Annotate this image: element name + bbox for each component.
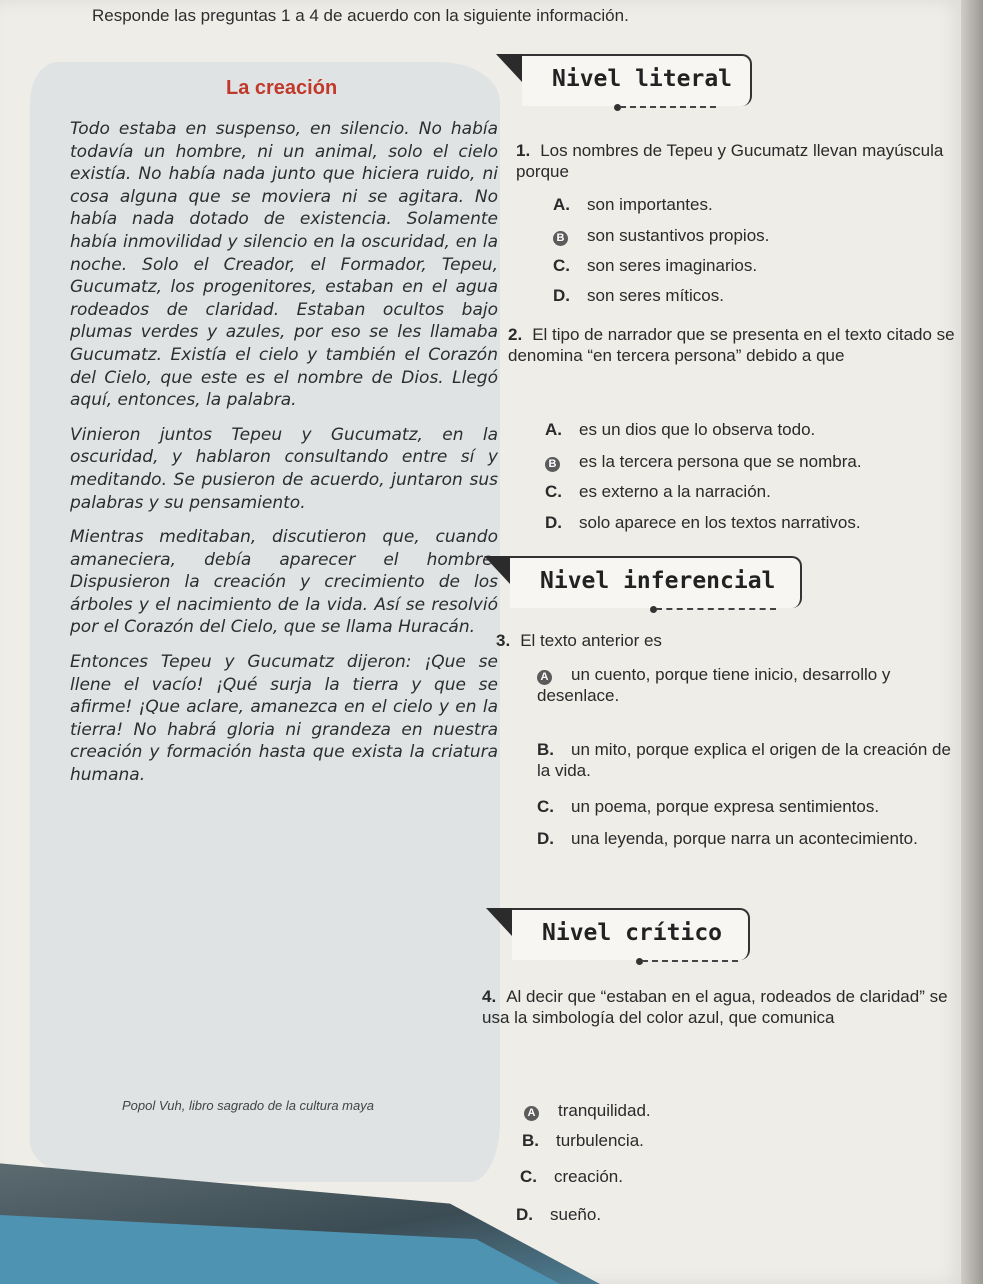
story-source: Popol Vuh, libro sagrado de la cultura maya <box>122 1098 374 1113</box>
option-1d[interactable] <box>553 285 724 306</box>
option-letter: C. <box>537 797 554 816</box>
question-number: 3. <box>496 631 511 650</box>
option-1b[interactable] <box>553 225 769 246</box>
option-text: es un dios que lo observa todo. <box>579 420 816 439</box>
story-paragraph: Entonces Tepeu y Gucumatz dijeron: ¡Que se llene el vacío! ¡Qué surja la tierra y que se afirme! ¡Que aclare, amanezca en el cielo y en la tierra! No habrá gloria ni grandeza en nuestra creación y formación hasta que exista la criatura humana. <box>70 652 498 786</box>
question-1 <box>516 140 956 182</box>
question-text: El tipo de narrador que se presenta en el texto citado se denomina “en tercera persona” debido a que <box>508 325 955 365</box>
option-text: creación. <box>554 1167 623 1186</box>
marked-answer-icon: A <box>524 1106 539 1121</box>
option-3b[interactable] <box>537 739 962 781</box>
option-2c[interactable] <box>545 481 771 502</box>
option-letter: D. <box>545 513 562 532</box>
option-text: son importantes. <box>587 195 713 214</box>
option-text: un cuento, porque tiene inicio, desarrollo y desenlace. <box>537 665 891 705</box>
option-3c[interactable] <box>537 796 962 817</box>
option-text: son seres imaginarios. <box>587 256 758 275</box>
question-text: El texto anterior es <box>520 631 662 650</box>
marked-answer-icon: A <box>537 670 552 685</box>
marked-answer-icon: B <box>553 231 568 246</box>
divider-dashed-line <box>656 608 776 610</box>
option-letter: D. <box>537 829 554 848</box>
option-text: una leyenda, porque narra un acontecimiento. <box>571 829 918 848</box>
story-title: La creación <box>226 77 338 99</box>
option-2d[interactable] <box>545 512 861 533</box>
option-3a[interactable] <box>537 664 962 706</box>
option-4a[interactable] <box>524 1100 651 1121</box>
question-3 <box>496 630 936 651</box>
level-header-critico <box>512 908 750 960</box>
option-text: solo aparece en los textos narrativos. <box>579 513 861 532</box>
option-4c[interactable] <box>520 1166 623 1187</box>
option-4d[interactable] <box>516 1204 601 1225</box>
option-text: son seres míticos. <box>587 286 724 305</box>
option-letter: B. <box>522 1131 539 1150</box>
question-number: 4. <box>482 987 497 1006</box>
option-letter: C. <box>553 256 570 275</box>
option-text: un mito, porque explica el origen de la creación de la vida. <box>537 740 951 780</box>
story-paragraph: Mientras meditaban, discutieron que, cuando amaneciera, debía aparecer el hombre. Dispusieron la creación y crecimiento de los árboles y el nacimiento de la vida. Así se resolvió por el Corazón del Cielo, que se llama Huracán. <box>70 527 498 638</box>
option-letter: D. <box>553 286 570 305</box>
corner-tab-icon <box>496 54 522 82</box>
option-letter: B. <box>537 740 554 759</box>
divider-dashed-line <box>642 960 738 962</box>
option-letter: D. <box>516 1205 533 1224</box>
corner-tab-icon <box>484 556 510 584</box>
option-text: son sustantivos propios. <box>587 226 770 245</box>
option-text: tranquilidad. <box>558 1101 651 1120</box>
option-text: es externo a la narración. <box>579 482 771 501</box>
question-number: 2. <box>508 325 523 344</box>
option-text: turbulencia. <box>556 1131 644 1150</box>
story-paragraph: Vinieron juntos Tepeu y Gucumatz, en la oscuridad, y hablaron consultando entre sí y meditando. Se pusieron de acuerdo, juntaron sus palabras y su pensamiento. <box>70 424 498 513</box>
level-header-literal <box>522 54 752 106</box>
option-4b[interactable] <box>522 1130 644 1151</box>
story-paragraph: Todo estaba en suspenso, en silencio. No había todavía un hombre, ni un animal, solo el cielo existía. No había nada junto que hiciera ruido, ni cosa alguna que se moviera ni se agitara. No había nada dotado de existencia. Solamente había inmovilidad y silencio en la oscuridad, en la noche. Solo el Creador, el Formador, Tepeu, Gucumatz, los progenitores, estaban en el agua rodeados de claridad. Estaban ocultos bajo plumas verdes y azules, por eso se les llamaba Gucumatz. Existía el cielo y también el Corazón del Cielo, que este es el nombre de Dios. Llegó aquí, entonces, la palabra. <box>70 119 498 411</box>
option-text: sueño. <box>550 1205 602 1224</box>
option-1c[interactable] <box>553 255 757 276</box>
question-2 <box>508 324 958 366</box>
option-text: un poema, porque expresa sentimientos. <box>571 797 880 816</box>
option-letter: A. <box>545 420 562 439</box>
level-label: Nivel inferencial <box>540 568 776 594</box>
question-text: Al decir que “estaban en el agua, rodeados de claridad” se usa la simbología del color azul, que comunica <box>482 987 948 1027</box>
question-text: Los nombres de Tepeu y Gucumatz llevan mayúscula porque <box>516 141 944 181</box>
level-label: Nivel literal <box>552 66 733 92</box>
option-letter: A. <box>553 195 570 214</box>
option-1a[interactable] <box>553 194 713 215</box>
page-edge-shadow <box>961 0 983 1284</box>
option-2a[interactable] <box>545 419 815 440</box>
option-2b[interactable] <box>545 451 862 472</box>
instruction-text: Responde las preguntas 1 a 4 de acuerdo con la siguiente información. <box>92 6 629 25</box>
level-label: Nivel crítico <box>542 920 723 946</box>
option-text: es la tercera persona que se nombra. <box>579 452 862 471</box>
corner-tab-icon <box>486 908 512 936</box>
level-header-inferencial <box>510 556 802 608</box>
option-3d[interactable] <box>537 828 947 849</box>
question-4 <box>482 986 957 1028</box>
marked-answer-icon: B <box>545 457 560 472</box>
question-number: 1. <box>516 141 531 160</box>
option-letter: C. <box>520 1167 537 1186</box>
option-letter: C. <box>545 482 562 501</box>
story-text <box>70 118 498 799</box>
divider-dashed-line <box>620 106 716 108</box>
